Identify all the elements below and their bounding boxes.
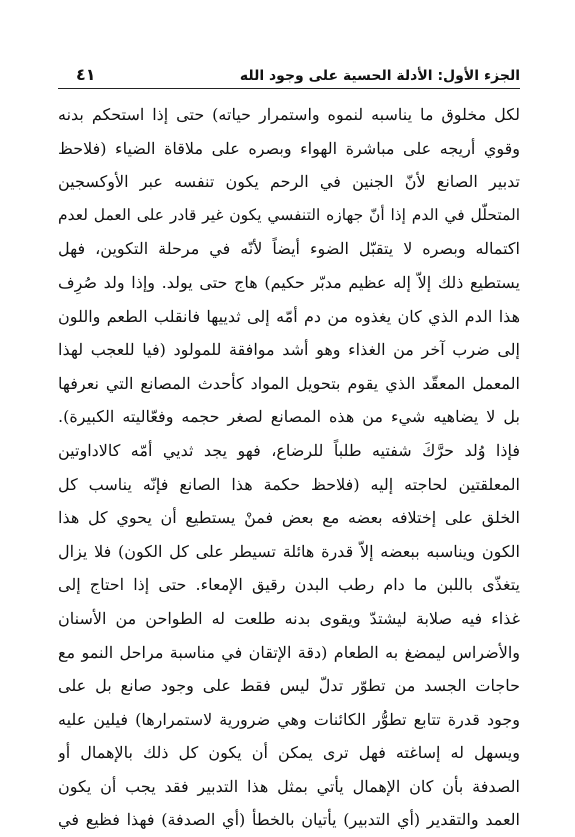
text-line: يستطيع ذلك إلاّ إله عظيم مدبّر حكيم) هاج حتى يولد. وإذا ولد صُرِف bbox=[58, 272, 520, 292]
text-line: والأضراس ليمضغ به الطعام (دقة الإتقان في مناسبة مراحل النمو مع bbox=[58, 642, 520, 662]
text-line: الكون ويناسبه ببعضه إلاّ قدرة هائلة تسيطر على كل الكون) فلا يزال bbox=[58, 541, 520, 561]
page-header bbox=[58, 58, 520, 84]
text-line: الخلق على إختلافه بعضه مع بعض فمنْ يستطيع أن يحوي كل هذا bbox=[58, 508, 520, 528]
text-line: لكل مخلوق ما يناسبه لنموه واستمرار حياته) حتى إذا استحكم بدنه bbox=[58, 105, 520, 124]
text-line: وجود قدرة تتابع تطوُّر الكائنات وهي ضرورية لاستمرارها) فيلين عليه bbox=[58, 709, 520, 729]
page-number: ٤١ bbox=[76, 65, 96, 84]
text-line: غذاء فيه صلابة ليشتدّ ويقوى بدنه طلعت له الطواحن من الأسنان bbox=[58, 608, 520, 628]
text-line: وقوي أريجه على مباشرة الهواء وبصره على ملاقاة الضياء (فلاحظ bbox=[58, 138, 520, 158]
text-line: هذا الدم الذي كان يغذوه من دم أمّه إلى ثدييها فانقلب الطعم واللون bbox=[58, 306, 520, 326]
text-line: حاجات الجسد من تطوّر تدلّ ليس فقط على وجود صانع بل على bbox=[58, 676, 520, 696]
text-line: فإذا وُلد حرَّكَ شفتيه طلباً للرضاع، فهو يجد ثديي أمّه كالاداوتين bbox=[58, 440, 520, 460]
text-line: بل لا يضاهيه شيء من هذه المصانع لصغر حجمه وفعّاليته الكبيرة). bbox=[58, 407, 520, 427]
text-line: العمد والتقدير (أي التدبير) يأتيان بالخطأ (أي الصدفة) فهذا فظيع في bbox=[58, 810, 520, 830]
header-rule bbox=[58, 88, 520, 89]
body-text bbox=[58, 98, 520, 837]
text-line: المعمل المعقّد الذي يقوم بتحويل المواد كأحدث المصانع التي نعرفها bbox=[58, 373, 520, 393]
text-line: تدبير الصانع لأنّ الجنين في الرحم يكون تنفسه عبر الأوكسجين bbox=[58, 172, 520, 192]
text-line: يتغذّى باللبن ما دام رطب البدن رقيق الإمعاء. حتى إذا احتاج إلى bbox=[58, 575, 520, 595]
running-head: الجزء الأول: الأدلة الحسية على وجود الله bbox=[239, 68, 520, 84]
text-line: المتحلّل في الدم إذا أنّ جهازه التنفسي يكون غير قادر على العمل لعدم bbox=[58, 205, 520, 224]
text-line: إلى ضرب آخر من الغذاء وهو أشد موافقة للمولود (فيا للعجب لهذا bbox=[58, 340, 520, 360]
text-line: اكتماله وبصره لا يتقبّل الضوء أيضاً لأنّه في مرحلة التكوين، فهل bbox=[58, 239, 520, 259]
text-line: المعلقتين لحاجته إليه (فلاحظ حكمة هذا الصانع فإنّه يناسب كل bbox=[58, 474, 520, 494]
text-line: ويسهل له إساغته فهل ترى يمكن أن يكون كل ذلك بالإهمال أو bbox=[58, 743, 520, 763]
text-line: الصدفة بأن كان الإهمال يأتي بمثل هذا التدبير فقد يجب أن يكون bbox=[58, 776, 520, 796]
